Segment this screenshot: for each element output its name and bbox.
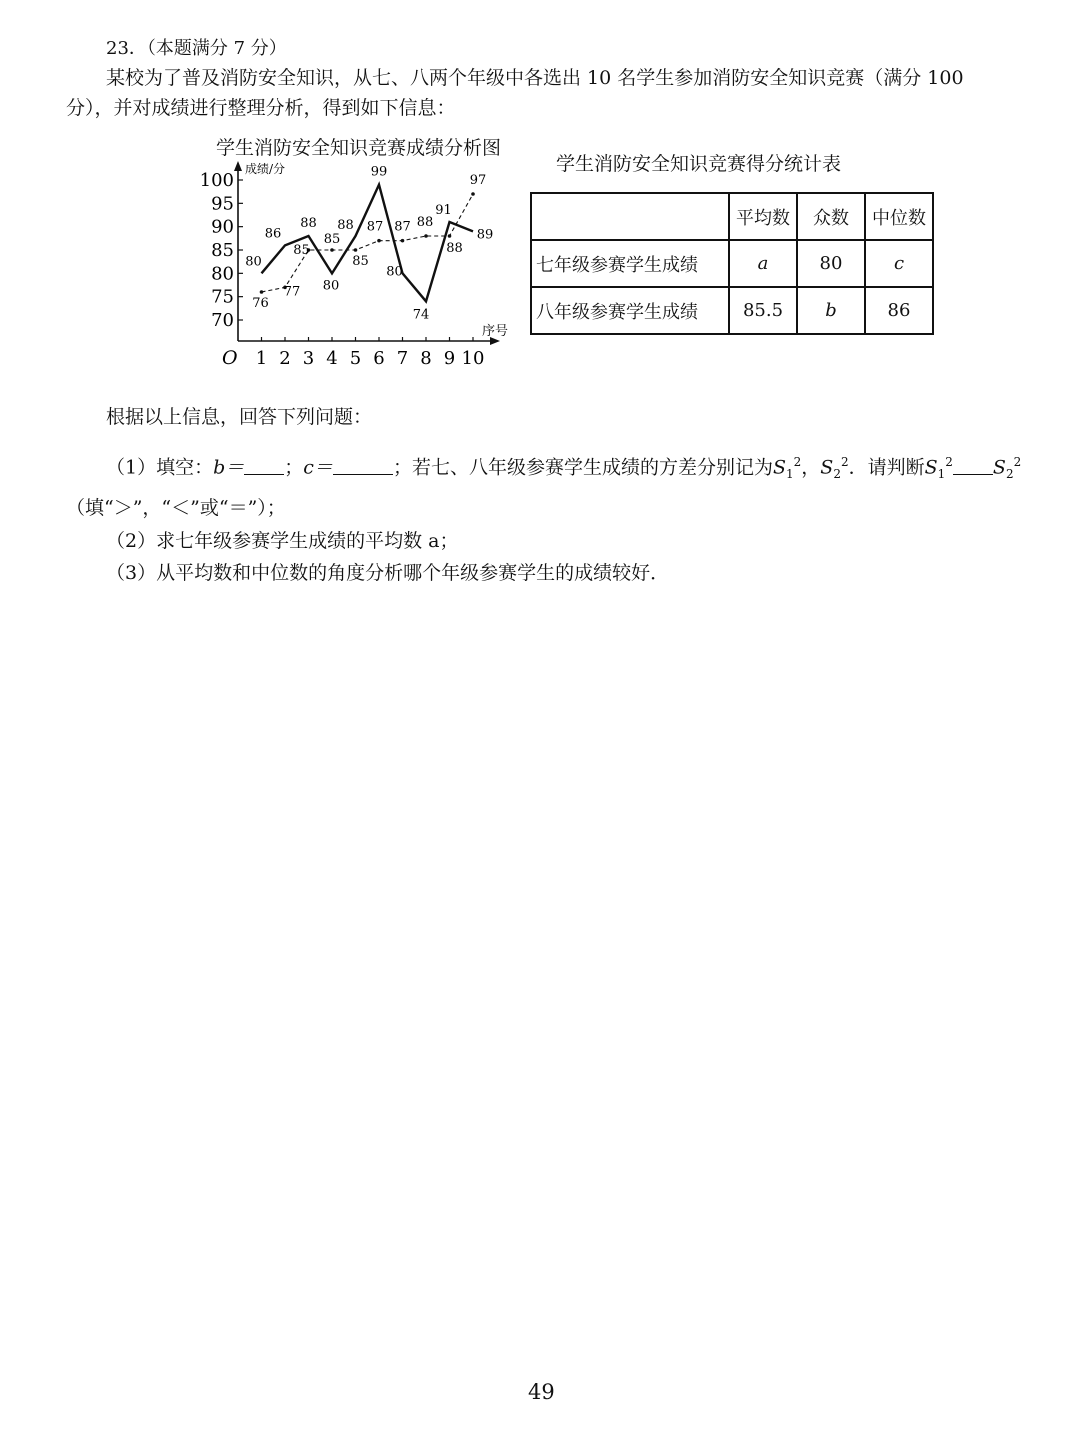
- q1-s1-sub: 1: [785, 467, 794, 482]
- x-tick-label: 5: [349, 348, 362, 369]
- x-tick-label: 10: [461, 348, 485, 369]
- x-axis-label: 序号: [482, 324, 509, 339]
- q1-s2-sup: 2: [840, 455, 849, 469]
- x-tick-label: 3: [302, 348, 315, 369]
- table-row: [531, 240, 933, 287]
- question-header: 23．（本题满分 7 分）: [106, 38, 287, 59]
- q1-s2b-sup: 2: [1013, 455, 1022, 469]
- x-tick-label: 6: [373, 348, 385, 369]
- data-point: [448, 234, 452, 238]
- y-tick-label: 80: [211, 263, 234, 285]
- data-label: 97: [469, 173, 487, 188]
- question-prompt: 根据以上信息，回答下列问题：: [106, 406, 373, 428]
- q1-comma: ，: [801, 456, 821, 479]
- data-label: 76: [252, 296, 269, 311]
- data-label: 85: [352, 254, 369, 269]
- data-point: [354, 248, 358, 252]
- q1-b-label: b＝: [213, 456, 245, 479]
- page-number: 49: [528, 1380, 555, 1404]
- data-label: 88: [416, 215, 434, 230]
- question-intro-line2: 分），并对成绩进行整理分析，得到如下信息：: [66, 97, 456, 119]
- table-cell: 八年级参赛学生成绩: [531, 287, 729, 334]
- table-header-median: 中位数: [865, 193, 933, 240]
- y-tick-label: 90: [211, 216, 234, 238]
- question-intro-line1: 某校为了普及消防安全知识，从七、八两个年级中各选出 10 名学生参加消防安全知识竞赛（满分 100: [106, 67, 964, 89]
- data-label: 87: [366, 219, 384, 235]
- q1-s1-sup: 2: [793, 455, 802, 469]
- q1-s1b-sub: 1: [937, 467, 946, 482]
- data-label: 86: [264, 226, 282, 242]
- y-tick-label: 100: [200, 170, 234, 191]
- x-tick-label: 8: [420, 348, 432, 369]
- q1-part2: ；若七、八年级参赛学生成绩的方差分别记为: [392, 456, 773, 479]
- q1-s1b: S: [924, 456, 938, 479]
- x-tick-label: 4: [326, 348, 338, 369]
- q1-s2: S: [820, 456, 834, 479]
- y-tick-label: 85: [211, 240, 234, 261]
- data-label: 80: [322, 278, 340, 294]
- x-tick-label: 2: [279, 348, 291, 369]
- table-cell: b: [797, 287, 865, 334]
- x-tick-label: 1: [255, 348, 268, 369]
- y-axis-arrow: [234, 161, 242, 171]
- q1-s2b: S: [992, 456, 1006, 479]
- data-point: [424, 234, 428, 238]
- table-header-row: [531, 193, 933, 240]
- stats-table: [530, 192, 934, 335]
- data-point: [330, 248, 334, 252]
- table-cell: c: [865, 240, 933, 287]
- data-label: 88: [446, 241, 463, 256]
- table-row: [531, 287, 933, 334]
- question-3: （3）从平均数和中位数的角度分析哪个年级参赛学生的成绩较好．: [106, 562, 670, 584]
- data-label: 74: [412, 307, 430, 323]
- table-header-mean: 平均数: [729, 193, 797, 240]
- data-point: [471, 192, 475, 196]
- table-title: 学生消防安全知识竞赛得分统计表: [556, 153, 842, 175]
- q1-sep1: ；: [284, 456, 304, 479]
- data-label: 99: [370, 164, 388, 180]
- data-label: 88: [337, 218, 354, 233]
- data-point: [377, 239, 381, 243]
- data-label: 85: [293, 243, 310, 258]
- chart-title: 学生消防安全知识竞赛成绩分析图: [216, 137, 502, 159]
- question-1-line1: [106, 455, 1021, 482]
- data-label: 80: [386, 264, 403, 280]
- y-tick-label: 75: [211, 286, 234, 308]
- q1-s1: S: [772, 456, 786, 479]
- q1-s2-sub: 2: [833, 467, 841, 482]
- table-cell: 86: [865, 287, 933, 334]
- table-header-mode: 众数: [797, 193, 865, 240]
- answer-blank-b[interactable]: [244, 456, 284, 475]
- q1-s1b-sup: 2: [945, 455, 953, 469]
- answer-blank-c[interactable]: [333, 456, 393, 475]
- y-tick-label: 70: [211, 310, 234, 331]
- x-tick-label: 7: [396, 348, 409, 369]
- table-cell: 80: [797, 240, 865, 287]
- data-label: 88: [300, 216, 317, 231]
- q1-part1: （1）填空：: [106, 456, 214, 479]
- q1-c-label: c＝: [303, 456, 333, 479]
- question-1-line2: （填“＞”，“＜”或“＝”）；: [66, 497, 286, 519]
- origin-label: O: [222, 347, 238, 369]
- table-cell: 85.5: [729, 287, 797, 334]
- table-cell: 七年级参赛学生成绩: [531, 240, 729, 287]
- line-chart: [200, 155, 520, 370]
- data-label: 80: [245, 254, 262, 270]
- table-header-empty: [531, 193, 729, 240]
- answer-blank-compare[interactable]: [953, 456, 993, 475]
- data-label: 91: [435, 203, 452, 218]
- y-tick-label: 95: [211, 193, 234, 215]
- question-2: （2）求七年级参赛学生成绩的平均数 a；: [106, 530, 459, 552]
- y-axis-label: 成绩/分: [245, 162, 286, 176]
- data-point: [401, 239, 405, 243]
- q1-s2b-sub: 2: [1005, 467, 1014, 482]
- data-point: [260, 290, 264, 294]
- x-tick-label: 9: [443, 348, 456, 369]
- data-label: 87: [394, 219, 411, 235]
- data-label: 77: [283, 284, 301, 300]
- table-cell: a: [729, 240, 797, 287]
- q1-part3: ．请判断: [848, 456, 925, 479]
- data-label: 89: [476, 227, 494, 243]
- data-label: 85: [323, 232, 341, 247]
